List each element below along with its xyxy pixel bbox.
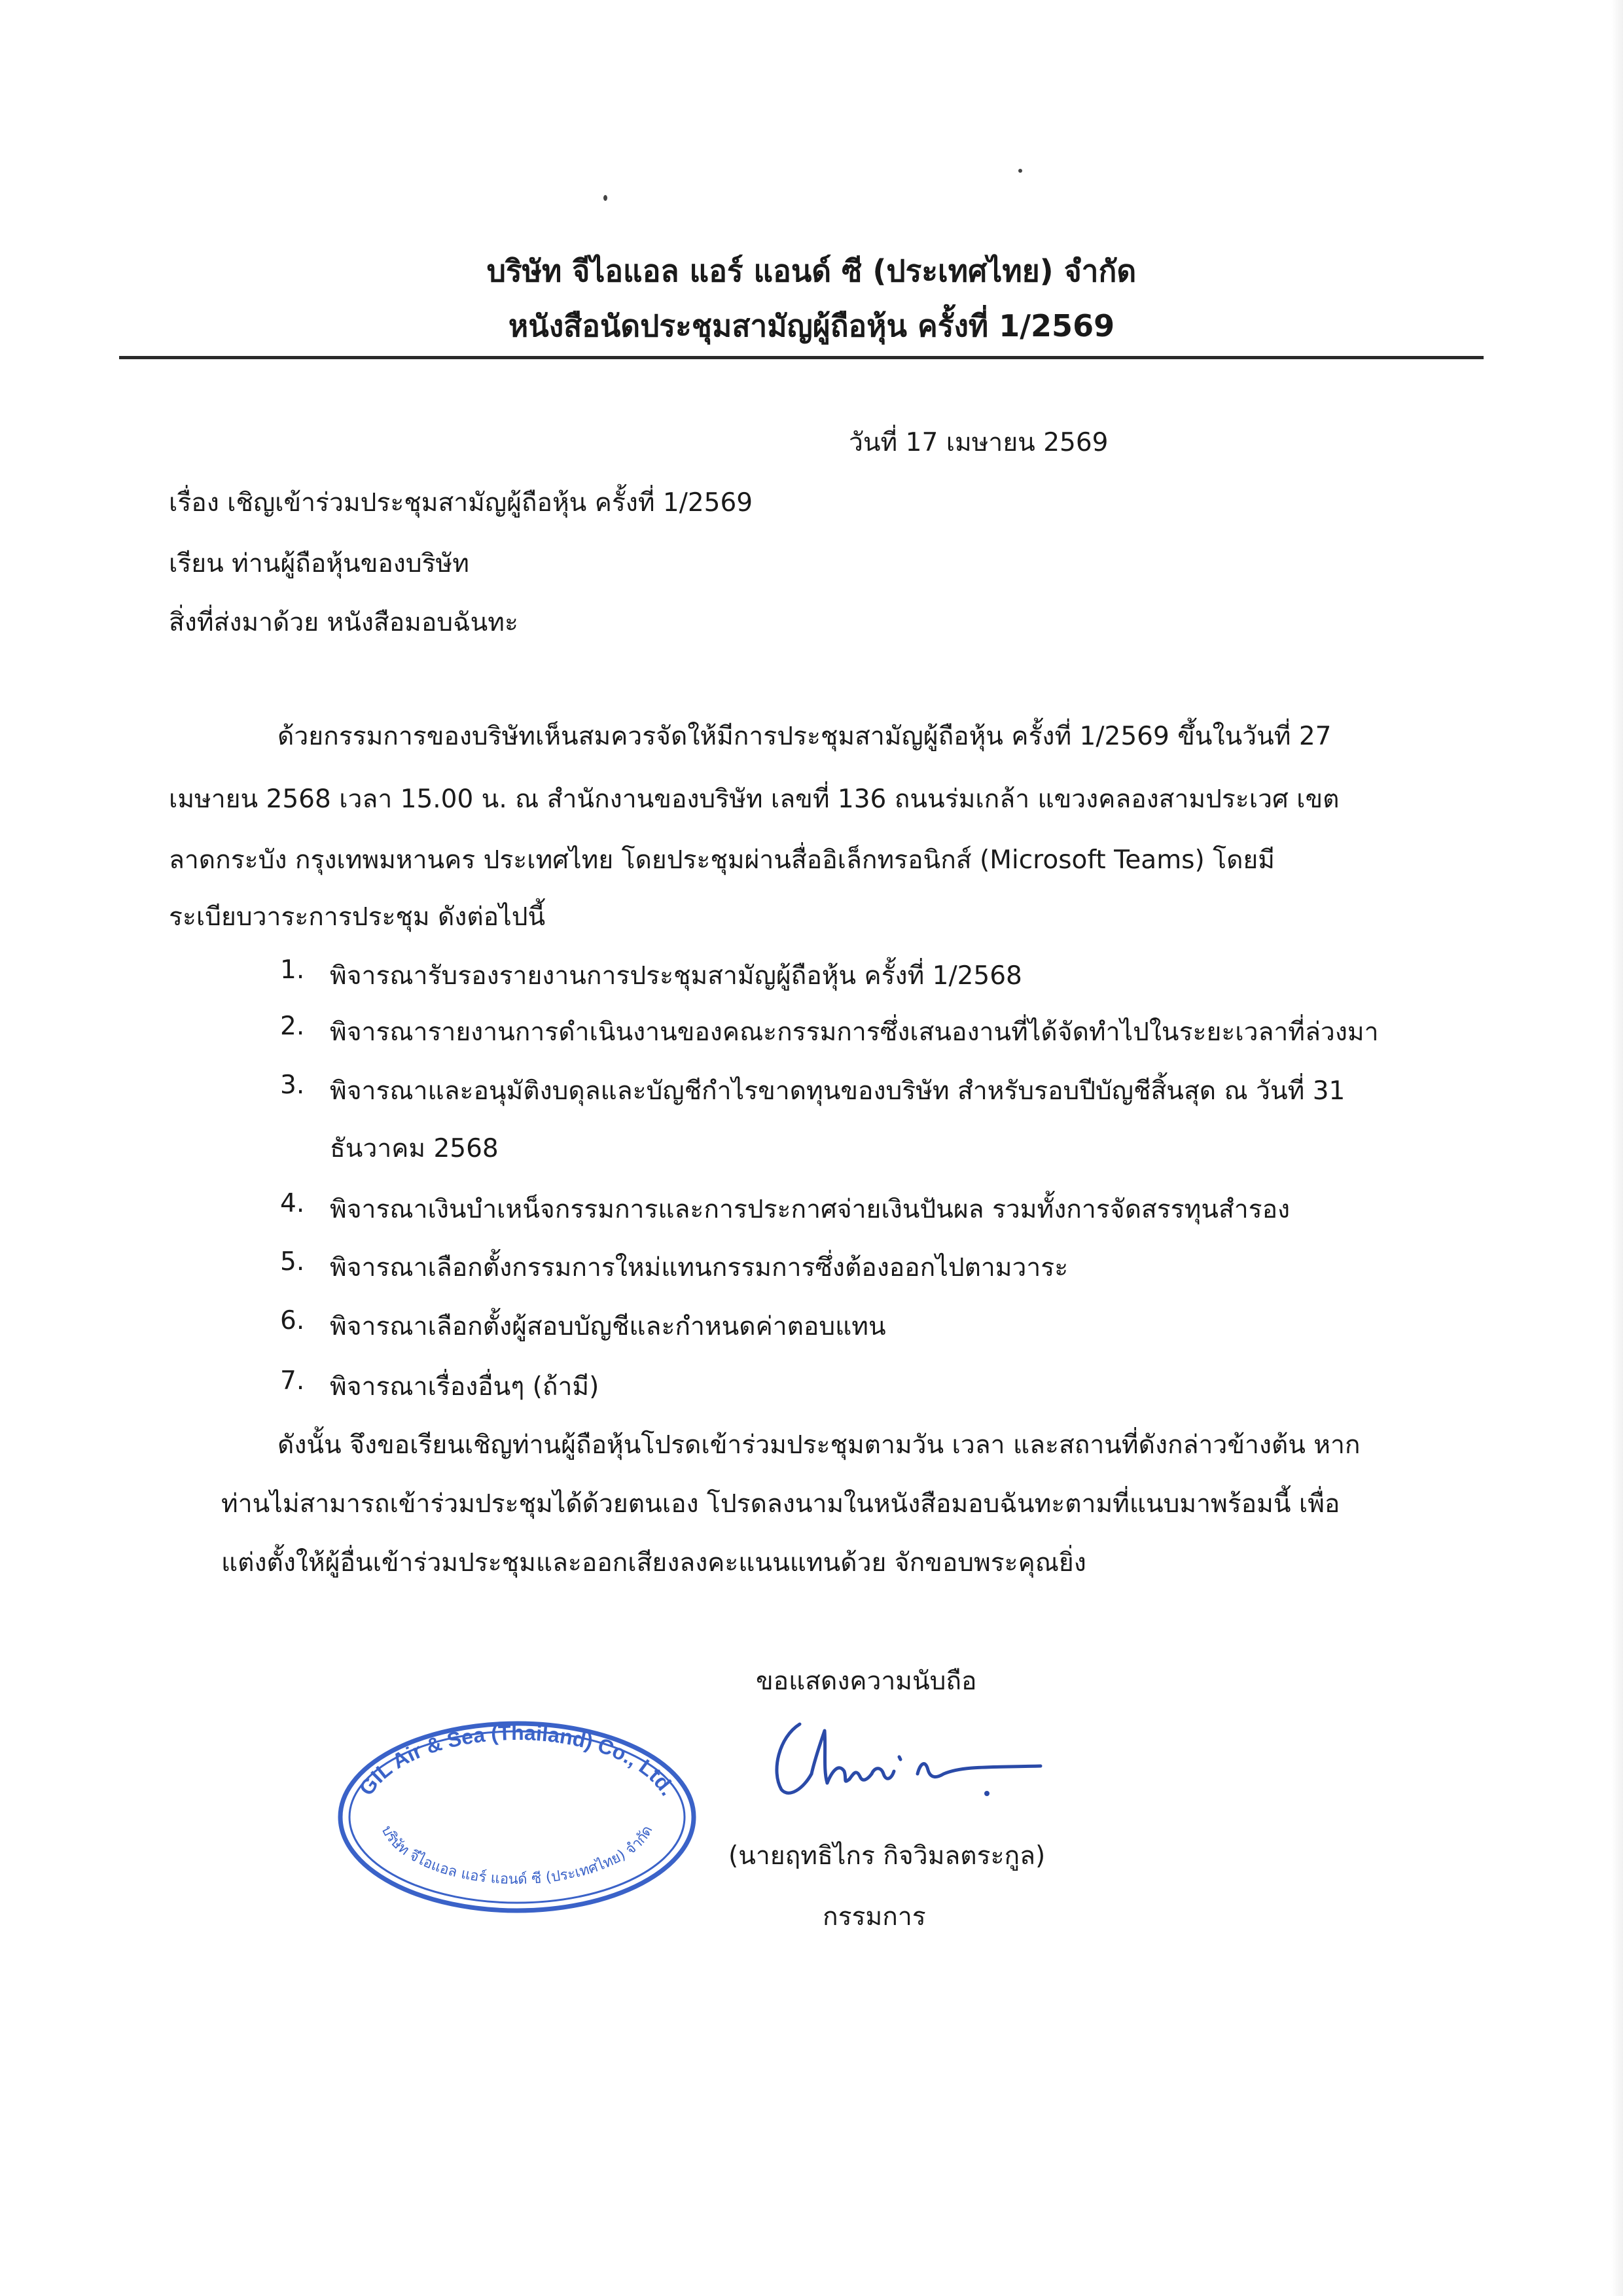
agenda-number: 3.	[280, 1070, 305, 1100]
signatory-name: (นายฤทธิไกร กิจวิมลตระกูล)	[728, 1841, 1046, 1871]
document-title: หนังสือนัดประชุมสามัญผู้ถือหุ้น ครั้งที่ 1/2569	[508, 308, 1115, 344]
agenda-number: 7.	[280, 1366, 305, 1396]
agenda-number: 2.	[280, 1012, 305, 1041]
handwritten-signature	[766, 1711, 1054, 1809]
agenda-number: 5.	[280, 1247, 305, 1277]
svg-text:บริษัท จีไอแอล แอร์ แอนด์ ซี (	[378, 1823, 656, 1888]
agenda-item: พิจารณาเลือกตั้งผู้สอบบัญชีและกำหนดค่าตอบแทน	[330, 1312, 886, 1341]
scan-speck	[603, 195, 607, 201]
header-divider	[119, 356, 1484, 359]
scan-speck	[1018, 169, 1022, 173]
intro-line: ระเบียบวาระการประชุม ดังต่อไปนี้	[169, 902, 546, 932]
intro-line: เมษายน 2568 เวลา 15.00 น. ณ สำนักงานของบริษัท เลขที่ 136 ถนนร่มเกล้า แขวงคลองสามประเวศ เขต	[169, 785, 1340, 814]
recipient-line: เรียน ท่านผู้ถือหุ้นของบริษัท	[169, 549, 469, 578]
stamp-text-en: GIL Air & Sea (Thailand) Co., Ltd.	[354, 1720, 681, 1800]
agenda-item: พิจารณารับรองรายงานการประชุมสามัญผู้ถือหุ้น ครั้งที่ 1/2568	[330, 961, 1022, 991]
closing-regards: ขอแสดงความนับถือ	[756, 1667, 977, 1696]
signatory-position: กรรมการ	[823, 1902, 926, 1932]
agenda-item: พิจารณาและอนุมัติงบดุลและบัญชีกำไรขาดทุนของบริษัท สำหรับรอบปีบัญชีสิ้นสุด ณ วันที่ 31	[330, 1076, 1346, 1106]
agenda-number: 4.	[280, 1189, 305, 1218]
agenda-item: พิจารณาเรื่องอื่นๆ (ถ้ามี)	[330, 1372, 599, 1402]
agenda-item-continued: ธันวาคม 2568	[330, 1134, 499, 1163]
stamp-text-th: บริษัท จีไอแอล แอร์ แอนด์ ซี (ประเทศไทย) จำกัด	[378, 1823, 656, 1888]
agenda-item: พิจารณาเลือกตั้งกรรมการใหม่แทนกรรมการซึ่งต้องออกไปตามวาระ	[330, 1253, 1069, 1282]
closing-line: ท่านไม่สามารถเข้าร่วมประชุมได้ด้วยตนเอง โปรดลงนามในหนังสือมอบฉันทะตามที่แนบมาพร้อมนี้ เพื่อ	[221, 1489, 1340, 1519]
svg-text:GIL Air & Sea (Thailand) Co.,	[354, 1721, 680, 1800]
agenda-item: พิจารณารายงานการดำเนินงานของคณะกรรมการซึ่งเสนองานที่ได้จัดทำไปในระยะเวลาที่ล่วงมา	[330, 1017, 1379, 1047]
document-date: วันที่ 17 เมษายน 2569	[849, 428, 1109, 457]
company-name: บริษัท จีไอแอล แอร์ แอนด์ ซี (ประเทศไทย) จำกัด	[486, 253, 1137, 289]
closing-line: ดังนั้น จึงขอเรียนเชิญท่านผู้ถือหุ้นโปรดเข้าร่วมประชุมตามวัน เวลา และสถานที่ดังกล่าวข้างต้น หาก	[277, 1430, 1361, 1460]
intro-line: ลาดกระบัง กรุงเทพมหานคร ประเทศไทย โดยประชุมผ่านสื่ออิเล็กทรอนิกส์ (Microsoft Teams) โดยมี	[169, 845, 1275, 875]
subject-line: เรื่อง เชิญเข้าร่วมประชุมสามัญผู้ถือหุ้น ครั้งที่ 1/2569	[169, 488, 753, 518]
company-stamp	[334, 1718, 700, 1917]
agenda-item: พิจารณาเงินบำเหน็จกรรมการและการประกาศจ่ายเงินปันผล รวมทั้งการจัดสรรทุนสำรอง	[330, 1195, 1291, 1224]
agenda-number: 6.	[280, 1306, 305, 1335]
intro-line: ด้วยกรรมการของบริษัทเห็นสมควรจัดให้มีการประชุมสามัญผู้ถือหุ้น ครั้งที่ 1/2569 ขึ้นในวันที่ 27	[277, 722, 1332, 751]
enclosure-line: สิ่งที่ส่งมาด้วย หนังสือมอบฉันทะ	[169, 608, 518, 637]
closing-line: แต่งตั้งให้ผู้อื่นเข้าร่วมประชุมและออกเสียงลงคะแนนแทนด้วย จักขอบพระคุณยิ่ง	[221, 1548, 1086, 1578]
agenda-number: 1.	[280, 955, 305, 985]
